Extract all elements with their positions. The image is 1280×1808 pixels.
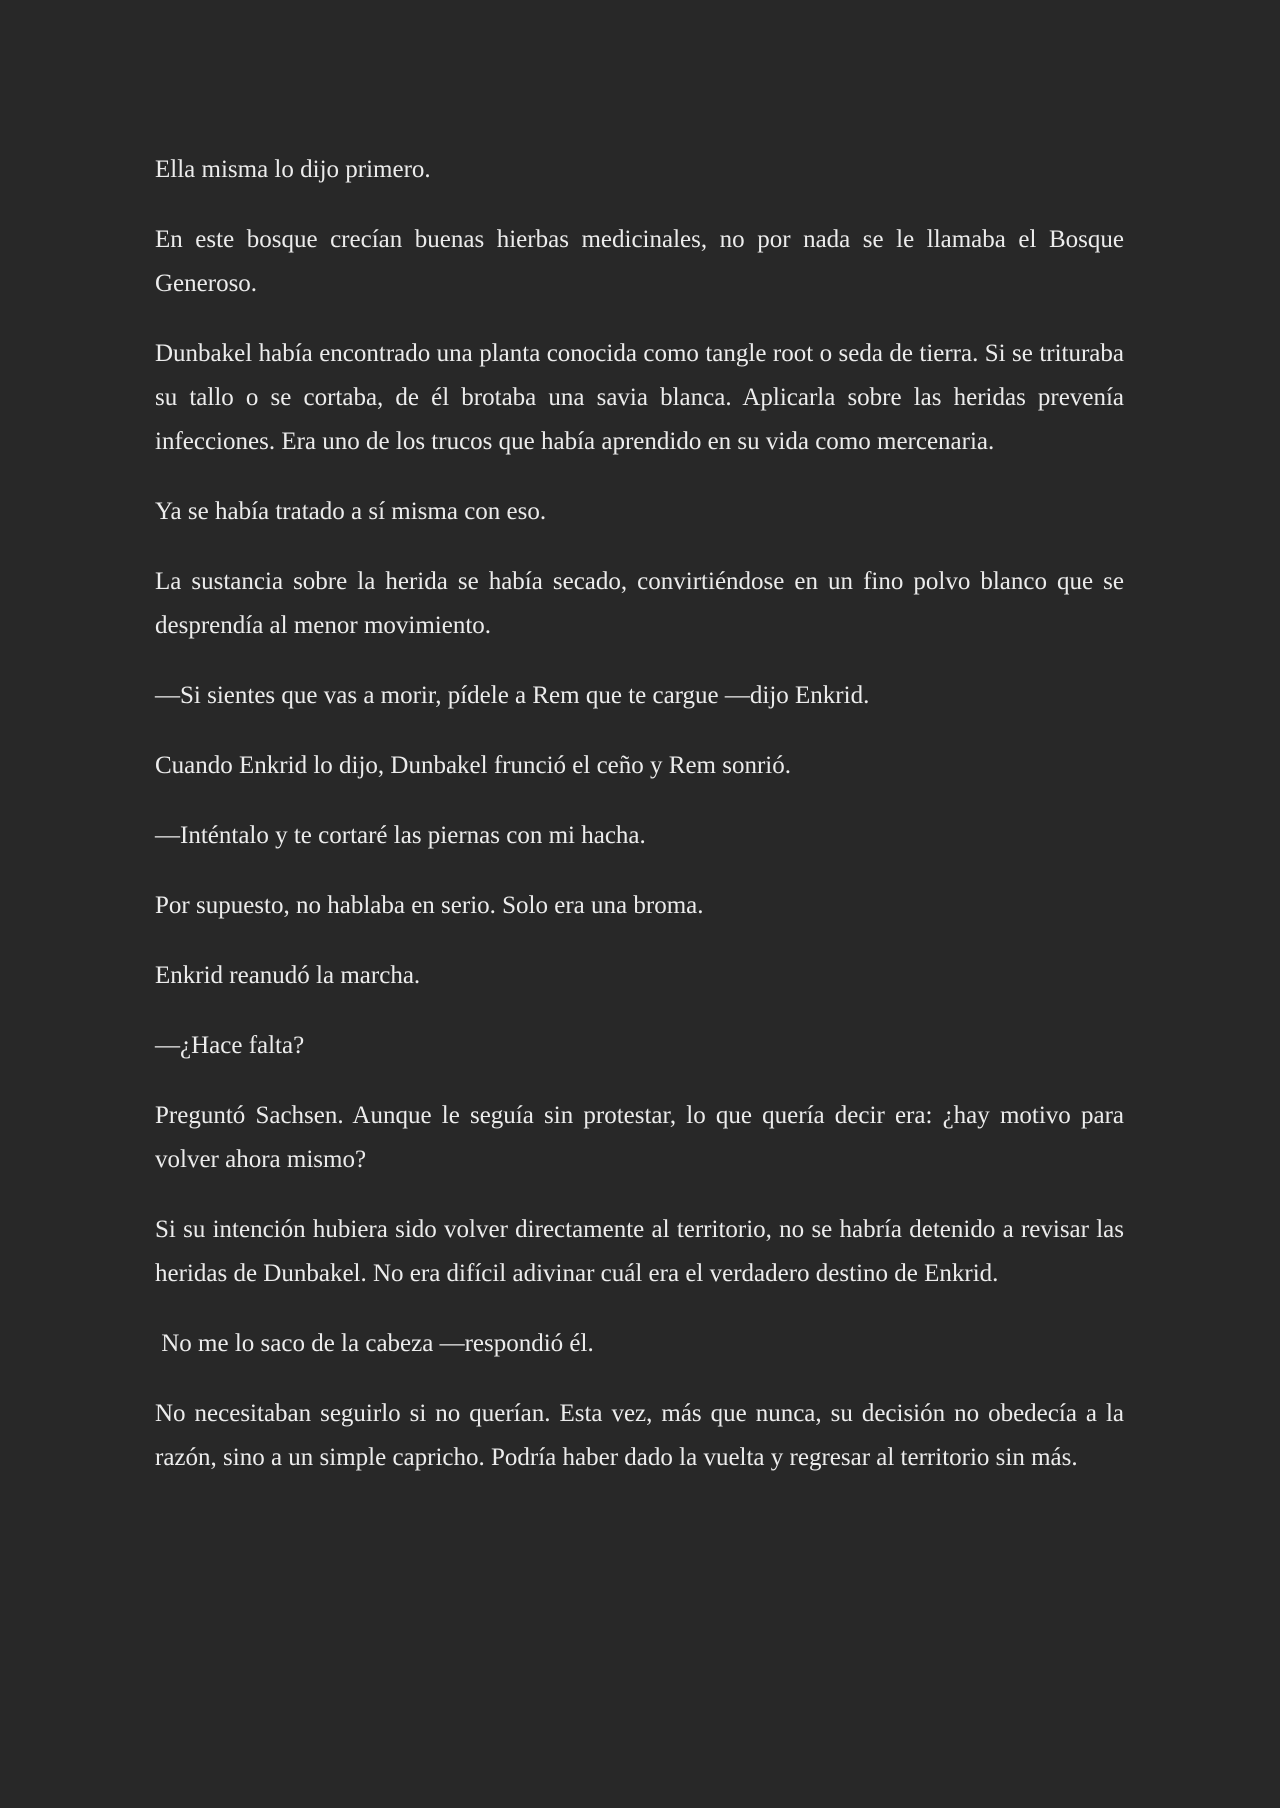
document-body bbox=[155, 148, 1124, 1506]
paragraph-14: No me lo saco de la cabeza —respondió él. bbox=[155, 1330, 594, 1357]
paragraph-1: Ella misma lo dijo primero. bbox=[155, 156, 431, 183]
paragraph-8: —Inténtalo y te cortaré las piernas con mi hacha. bbox=[155, 822, 646, 849]
paragraph-4: Ya se había tratado a sí misma con eso. bbox=[155, 498, 547, 525]
paragraph-7: Cuando Enkrid lo dijo, Dunbakel frunció el ceño y Rem sonrió. bbox=[155, 752, 791, 779]
paragraph-13: Si su intención hubiera sido volver directamente al territorio, no se habría detenido a revisar las heridas de Dunbakel. No era difícil adivinar cuál era el verdadero destino de Enkrid. bbox=[155, 1216, 1124, 1287]
paragraph-11: —¿Hace falta? bbox=[155, 1032, 305, 1059]
paragraph-3: Dunbakel había encontrado una planta conocida como tangle root o seda de tierra. Si se trituraba su tallo o se cortaba, de él brotaba una savia blanca. Aplicarla sobre las heridas prevenía infecciones. Era uno de los trucos que había aprendido en su vida como mercenaria. bbox=[155, 340, 1124, 455]
paragraph-10: Enkrid reanudó la marcha. bbox=[155, 962, 421, 989]
paragraph-2: En este bosque crecían buenas hierbas medicinales, no por nada se le llamaba el Bosque Generoso. bbox=[155, 226, 1124, 297]
paragraph-15: No necesitaban seguirlo si no querían. Esta vez, más que nunca, su decisión no obedecía a la razón, sino a un simple capricho. Podría haber dado la vuelta y regresar al territorio sin más. bbox=[155, 1400, 1124, 1471]
paragraph-12: Preguntó Sachsen. Aunque le seguía sin protestar, lo que quería decir era: ¿hay motivo para volver ahora mismo? bbox=[155, 1102, 1124, 1173]
paragraph-6: —Si sientes que vas a morir, pídele a Rem que te cargue —dijo Enkrid. bbox=[155, 682, 870, 709]
paragraph-9: Por supuesto, no hablaba en serio. Solo era una broma. bbox=[155, 892, 704, 919]
paragraph-5: La sustancia sobre la herida se había secado, convirtiéndose en un fino polvo blanco que se desprendía al menor movimiento. bbox=[155, 568, 1124, 639]
